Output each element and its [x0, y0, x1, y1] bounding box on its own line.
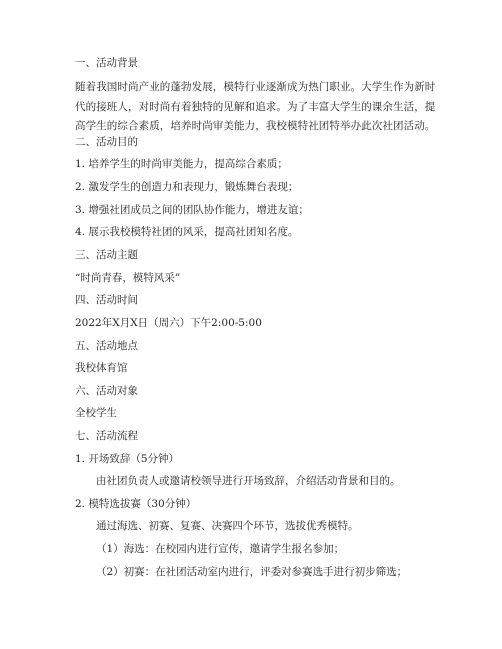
- section-heading-purpose: 二、活动目的: [75, 136, 138, 148]
- purpose-item-1: 1. 培养学生的时尚审美能力，提高综合素质；: [75, 158, 288, 170]
- process-step-1-title: 1. 开场致辞（5分钟）: [75, 453, 180, 465]
- background-paragraph: 随着我国时尚产业的蓬勃发展，模特行业逐渐成为热门职业。大学生作为新时代的接班人，对时尚有着独特的见解和追求。为了丰富大学生的课余生活，提高学生的综合素质，培养时尚审美能力，我校模特社团特举办此次社团活动。: [75, 81, 436, 132]
- theme-text: “时尚青春，模特风采”: [75, 272, 181, 284]
- target-text: 全校学生: [75, 407, 117, 419]
- process-step-2-title: 2. 模特选拔赛（30分钟）: [75, 498, 197, 510]
- section-heading-place: 五、活动地点: [75, 340, 138, 352]
- section-heading-theme: 三、活动主题: [75, 249, 138, 261]
- section-heading-time: 四、活动时间: [75, 294, 138, 306]
- purpose-item-3: 3. 增强社团成员之间的团队协作能力，增进友谊；: [75, 204, 309, 216]
- process-step-2-sub-2: （2）初赛：在社团活动室内进行，评委对参赛选手进行初步筛选；: [96, 566, 408, 578]
- process-step-2-desc: 通过海选、初赛、复赛、决赛四个环节，选拔优秀模特。: [96, 520, 359, 532]
- process-step-2-sub-1: （1）海选：在校园内进行宣传，邀请学生报名参加；: [96, 543, 345, 555]
- process-step-1-desc: 由社团负责人或邀请校领导进行开场致辞，介绍活动背景和目的。: [96, 475, 401, 487]
- section-heading-background: 一、活动背景: [75, 57, 138, 69]
- section-heading-target: 六、活动对象: [75, 385, 138, 397]
- purpose-item-2: 2. 激发学生的创造力和表现力，锻炼舞台表现；: [75, 181, 299, 193]
- place-text: 我校体育馆: [75, 362, 128, 374]
- time-text: 2022年X月X日（周六）下午2:00-5:00: [75, 317, 262, 329]
- section-heading-process: 七、活动流程: [75, 430, 138, 442]
- purpose-item-4: 4. 展示我校模特社团的风采，提高社团知名度。: [75, 226, 299, 238]
